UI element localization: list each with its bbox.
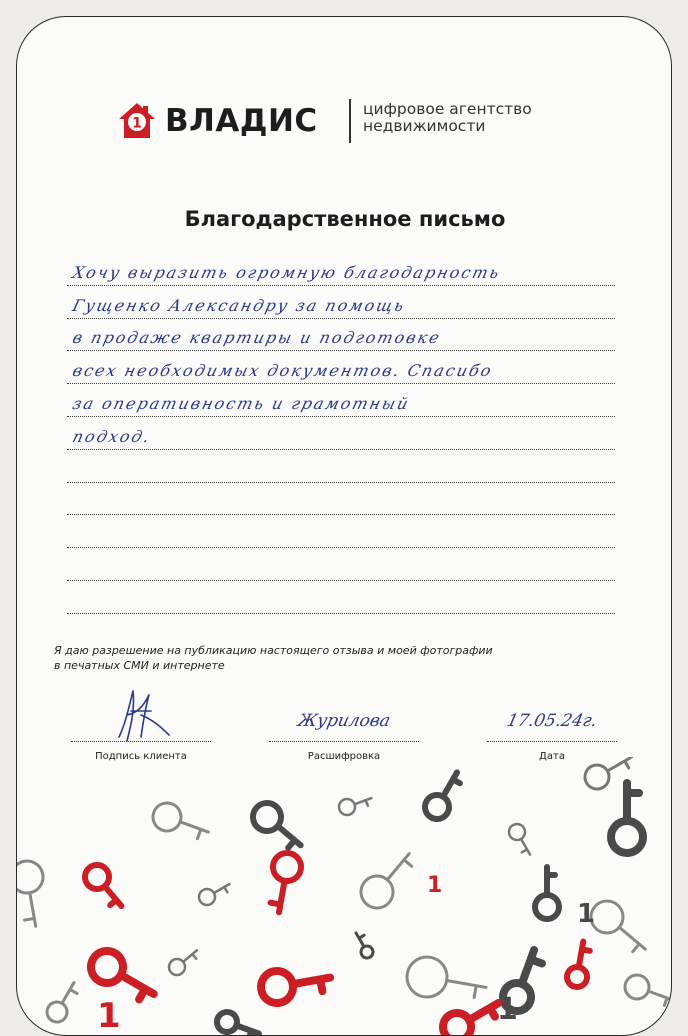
logo-digit: 1 (132, 115, 142, 132)
letter-title: Благодарственное письмо (184, 207, 506, 231)
key-icon (351, 930, 375, 960)
writing-line (67, 450, 615, 483)
date-value: 17.05.24г. (505, 711, 599, 731)
decode-line (269, 741, 419, 742)
writing-line (67, 515, 615, 548)
writing-line (67, 581, 615, 614)
handwritten-text: всех необходимых документов. Спасибо (70, 361, 496, 381)
handwritten-text: в продаже квартиры и подготовке (70, 328, 444, 348)
date-line (487, 741, 617, 742)
key-icon (404, 954, 490, 1007)
date-label: Дата (539, 751, 565, 762)
key-icon (17, 858, 51, 929)
digit-one-icon: 1 (497, 992, 518, 1027)
digit-one-icon: 1 (97, 996, 121, 1036)
letterhead (117, 97, 597, 147)
tagline-line-2: недвижимости (363, 117, 486, 135)
client-signature-line (71, 741, 211, 742)
key-icon (258, 962, 332, 1006)
client-signature-label: Подпись клиента (95, 751, 187, 762)
key-icon (535, 867, 559, 919)
decode-label: Расшифровка (307, 751, 381, 762)
letter-sheet (16, 16, 672, 1036)
key-icon (214, 1009, 262, 1036)
key-icon (247, 797, 309, 856)
consent-line-2: в печатных СМИ и интернете (54, 659, 225, 672)
consent-text (54, 643, 614, 673)
handwritten-lines (67, 253, 615, 614)
handwritten-text: Хочу выразить огромную благодарность (70, 262, 503, 282)
tagline-line-1: цифровое агентство (363, 100, 532, 118)
key-icon (43, 978, 82, 1026)
key-icon (337, 791, 374, 818)
key-icon (421, 766, 468, 823)
writing-line (67, 384, 615, 417)
date-field (487, 689, 617, 762)
keys-pattern (17, 757, 672, 1036)
house-logo-icon (117, 101, 157, 141)
key-icon (611, 783, 643, 853)
client-signature-field (71, 689, 211, 762)
client-signature-icon (111, 685, 181, 745)
key-icon (354, 843, 421, 914)
writing-line (67, 319, 615, 352)
tagline (363, 101, 603, 135)
decode-field (269, 689, 419, 762)
brand-name: ВЛАДИС (165, 103, 318, 139)
key-icon (506, 821, 537, 858)
handwritten-text: подход. (70, 426, 154, 446)
consent-line-1: Я даю разрешение на публикацию настоящего отзыва и моей фотографии (54, 644, 493, 657)
decode-value: Журилова (295, 711, 393, 731)
key-icon (565, 940, 593, 989)
key-icon (149, 799, 213, 845)
key-icon (438, 991, 506, 1036)
key-icon (265, 851, 303, 915)
key-icon (166, 944, 202, 978)
handwritten-text: Гущенко Александру за помощь (70, 295, 408, 315)
key-icon (196, 877, 233, 908)
writing-line (67, 483, 615, 516)
key-icon (584, 894, 655, 961)
header-divider (349, 99, 351, 143)
writing-line (67, 351, 615, 384)
key-icon (622, 972, 672, 1012)
key-icon (80, 860, 131, 914)
writing-line (67, 548, 615, 581)
digit-one-icon: 1 (577, 899, 596, 929)
writing-line (67, 286, 615, 319)
handwritten-text: за оперативность и грамотный (70, 393, 413, 413)
writing-line (67, 417, 615, 450)
digit-one-icon: 1 (427, 873, 443, 898)
writing-line (67, 253, 615, 286)
